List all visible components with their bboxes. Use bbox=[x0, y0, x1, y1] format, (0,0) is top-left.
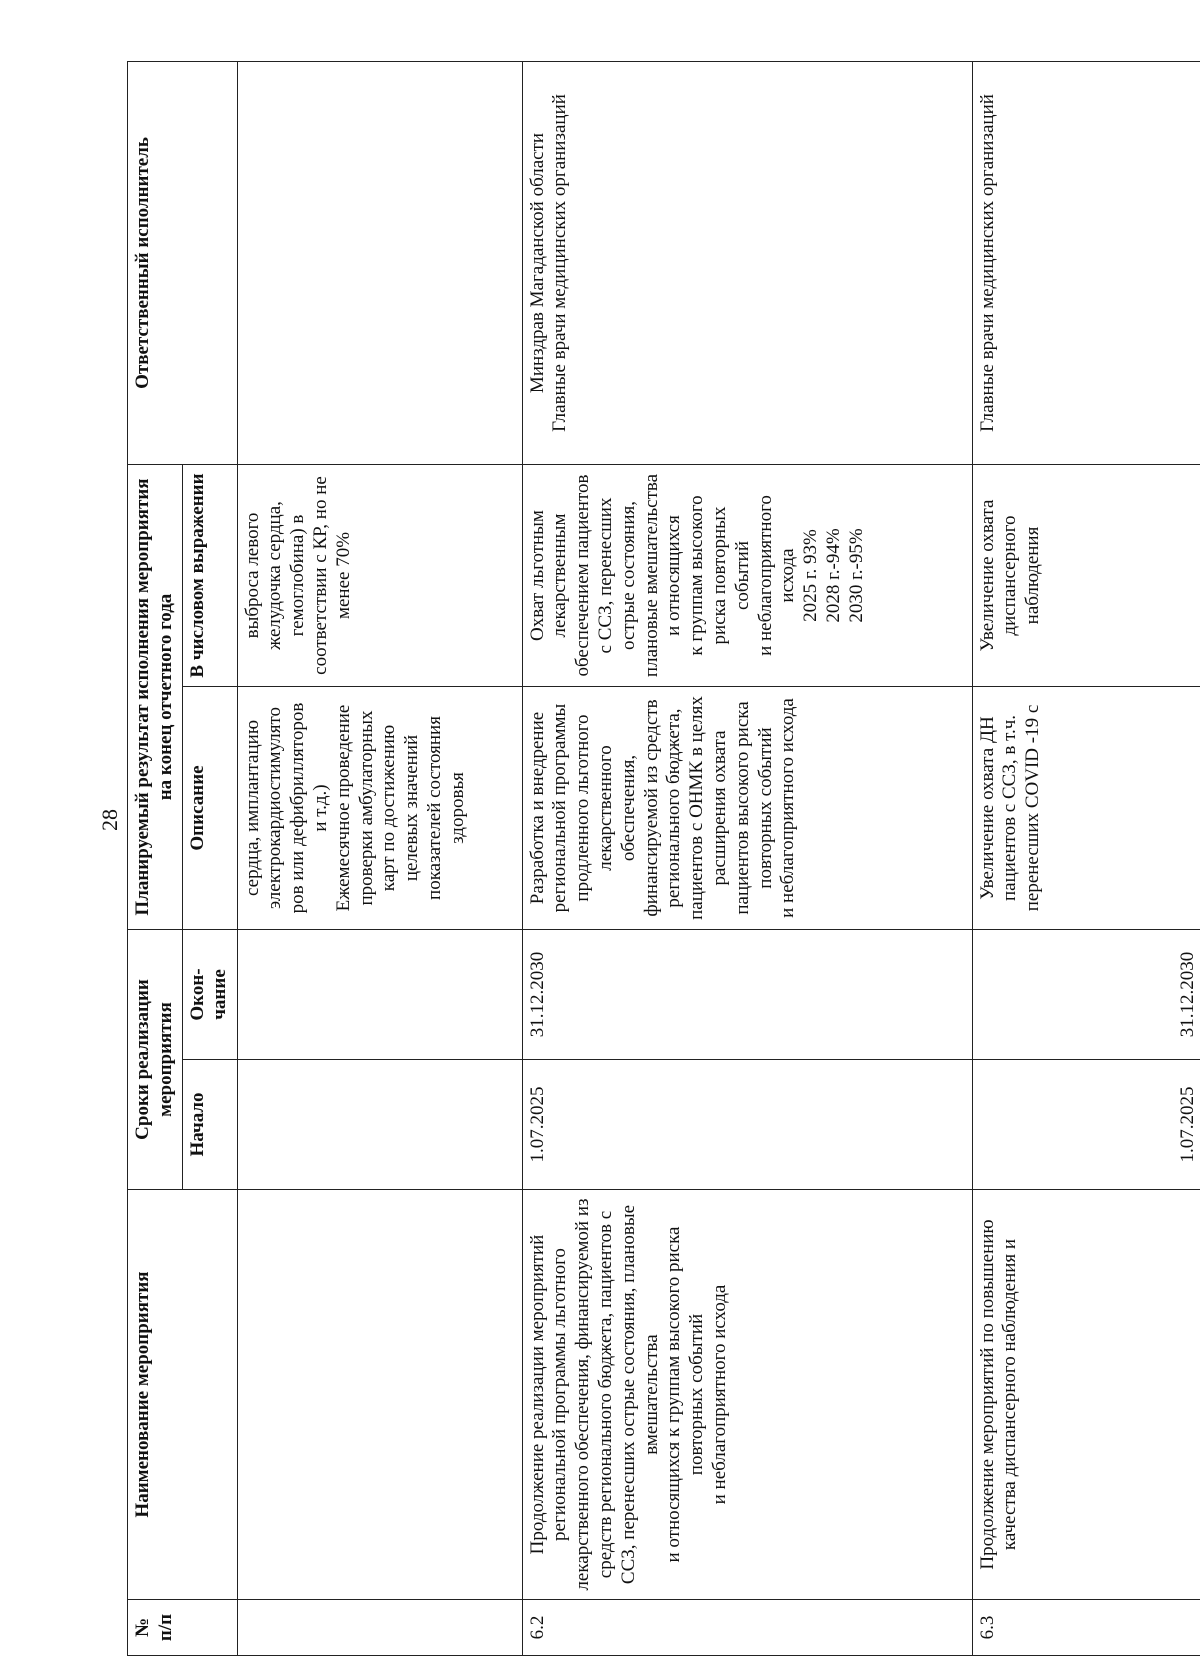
header-name: Наименование мероприятия bbox=[128, 1190, 238, 1600]
header-value: В числовом выражении bbox=[182, 464, 237, 686]
page-number: 28 bbox=[97, 809, 122, 831]
row-responsible: Минздрав Магаданской области Главные врачи медицинских организаций bbox=[522, 61, 972, 464]
rotated-page-content bbox=[127, 62, 1199, 1656]
activities-table bbox=[127, 61, 1200, 1656]
header-responsible: Ответственный исполнитель bbox=[128, 61, 238, 464]
row-value: Охват льготным лекарственным обеспечением пациентов с ССЗ, перенесших острые состояния, плановые вмешательства и относящихся к группам высокого риска повторных событий и неблагоприятного исхода 2025 г. 93% 2028 г.-94% 2030 г.-95% bbox=[522, 464, 972, 686]
row-num: 6.2 bbox=[522, 1600, 972, 1656]
header-planned: Планируемый результат исполнения мероприятия на конец отчетного года bbox=[128, 464, 183, 929]
row-num: 6.3 bbox=[972, 1600, 1200, 1656]
row-num bbox=[237, 1600, 522, 1656]
row-responsible: Главные врачи медицинских организаций bbox=[972, 61, 1200, 464]
row-end: 31.12.2030 bbox=[522, 930, 972, 1060]
header-num: № п/п bbox=[128, 1600, 238, 1656]
header-end: Окон- чание bbox=[182, 930, 237, 1060]
row-value: Увеличение охвата диспансерного наблюдения bbox=[972, 464, 1200, 686]
row-end: 31.12.2030 bbox=[972, 930, 1200, 1060]
row-description: сердца, имплантацию электрокардиостимулято ров или дефибрилляторов и т.д.) Ежемесячное проведение проверки амбулаторных карт по достижению целевых значений показателей состояния здоровья bbox=[237, 687, 522, 930]
header-start: Начало bbox=[182, 1060, 237, 1190]
row-start: 1.07.2025 bbox=[522, 1060, 972, 1190]
row-value: выброса левого желудочка сердца, гемоглобина) в соответствии с КР, но не менее 70% bbox=[237, 464, 522, 686]
header-dates: Сроки реализации мероприятия bbox=[128, 930, 183, 1190]
row-start bbox=[237, 1060, 522, 1190]
header-description: Описание bbox=[182, 687, 237, 930]
table-row bbox=[237, 61, 522, 1655]
header-row-1 bbox=[128, 61, 183, 1655]
row-name: Продолжение мероприятий по повышению качества диспансерного наблюдения и bbox=[972, 1190, 1200, 1600]
table-row bbox=[522, 61, 972, 1655]
row-name: Продолжение реализации мероприятий региональной программы льготного лекарственного обеспечения, финансируемой из средств регионального бюджета, пациентов с ССЗ, перенесших острые состояния, плановые вмешательства и относящихся к группам высокого риска повторных событий и неблагоприятного исхода bbox=[522, 1190, 972, 1600]
row-description: Разработка и внедрение региональной программы продленного льготного лекарственного обеспечения, финансируемой из средств регионального бюджета, пациентов с ОНМК в целях расширения охвата пациентов высокого риска повторных событий и неблагоприятного исхода bbox=[522, 687, 972, 930]
row-end bbox=[237, 930, 522, 1060]
row-description: Увеличение охвата ДН пациентов с ССЗ, в т.ч. перенесших COVID -19 с bbox=[972, 687, 1200, 930]
row-responsible bbox=[237, 61, 522, 464]
row-start: 1.07.2025 bbox=[972, 1060, 1200, 1190]
table-row bbox=[972, 61, 1200, 1655]
row-name bbox=[237, 1190, 522, 1600]
